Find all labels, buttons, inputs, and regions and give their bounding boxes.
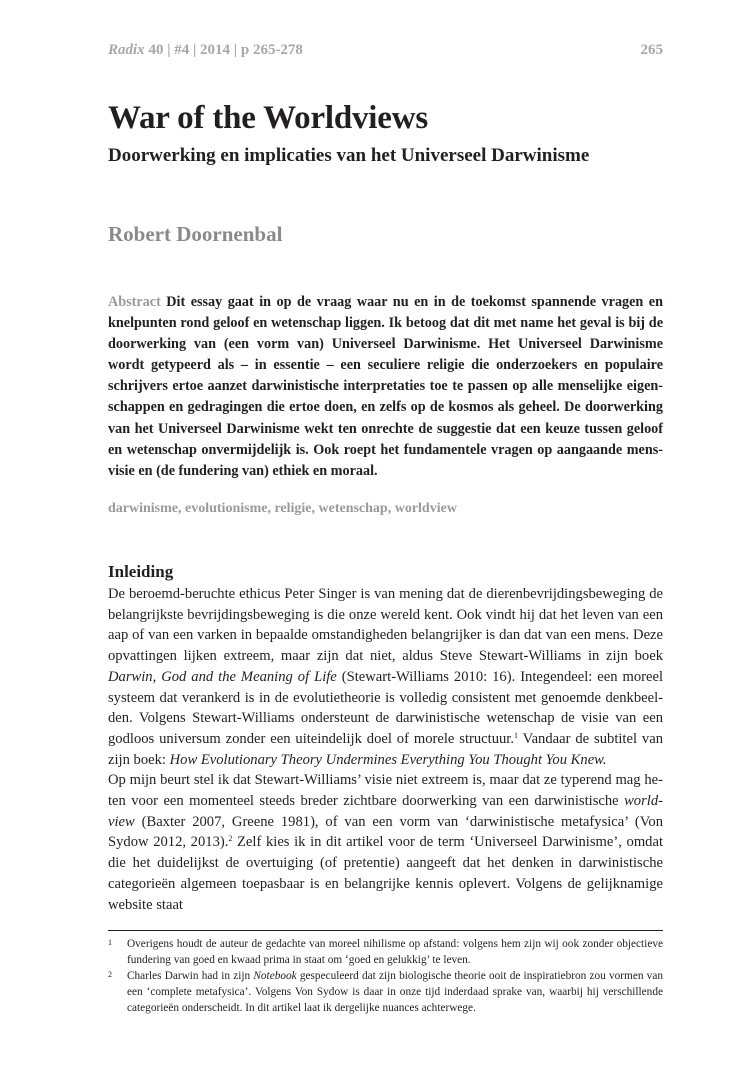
body-text <box>108 584 663 915</box>
article-subtitle: Doorwerking en implicaties van het Universeel Darwinisme <box>108 145 590 166</box>
p1-text-c: Vandaar de subtitel van zijn boek: <box>108 730 663 768</box>
p2-text-b: (Baxter 2007, Greene 1981), of van een vorm van ‘darwinistische metafysica’ (Von Sydow 2012, 2013). <box>108 813 663 851</box>
section-heading: Inleiding <box>108 562 174 581</box>
footnote-ref-2[interactable]: 2 <box>228 834 233 844</box>
p2-text-c: Zelf kies ik in dit artikel voor de term ‘Universeel Darwinisme’, omdat die het duidelijkst de overtuiging (of pretentie) aangeeft dat het denken in darwinistische categorieën algemeen toepasbaar is en belangrijke kennis oplevert. Volgens de gelijknamige website staat <box>108 834 663 913</box>
footnote-1 <box>108 936 663 968</box>
footnote-2 <box>108 968 663 1016</box>
footnote-text-b: gespeculeerd dat zijn biologische theorie ooit de inspiratiebron zou vormen van een ‘complete metafysica’. Volgens Von Sydow is daar in onze tijd inderdaad sprake van, waarbij hij verschillende categorieën onderscheidt. In dit artikel laat ik dergelijke nuances achterwege. <box>127 970 663 1014</box>
footnotes <box>108 936 663 1016</box>
notebook-title: Notebook <box>253 970 297 982</box>
article-title: War of the Worldviews <box>108 100 428 136</box>
abstract-label: Abstract <box>108 294 161 310</box>
book-title-1: Darwin, God and the Meaning of Life <box>108 668 337 685</box>
footnote-number: 1 <box>108 938 112 947</box>
p1-text-a: De beroemd-beruchte ethicus Peter Singer is van mening dat de dierenbevrijdingsbeweging de belangrijkste bevrijdingsbeweging is die onze wereld kent. Ook vindt hij dat het leven van een aap of van een varken in bepaalde omstandigheden belangrijker is dan dat van een mens. Deze opvattingen lijken extreem, maar zijn dat niet, aldus Steve Stewart-Williams in zijn boek <box>108 586 663 665</box>
issue-info: 40 | #4 | 2014 | p 265-278 <box>144 42 303 58</box>
p1-text-b: (Stewart-Williams 2010: 16). Integendeel: een moreel systeem dat verankerd is in de evolutietheorie is volledig consistent met genoemde denkbeelden. Volgens Stewart-Williams ondersteunt de darwinistische wetenschap de visie van een godloos universum zonder een uiteindelijk doel of morele structuur. <box>108 668 663 747</box>
abstract <box>108 292 663 482</box>
page-number: 265 <box>640 42 663 58</box>
worldview-term: worldview <box>108 793 663 830</box>
footnote-ref-1[interactable]: 1 <box>514 730 519 740</box>
paragraph-2 <box>108 770 663 915</box>
abstract-text: Dit essay gaat in op de vraag waar nu en in de toekomst spannende vragen en knelpunten rond geloof en wetenschap liggen. Ik betoog dat dit met name het geval is bij de doorwerking van (een vorm van) Universeel Darwinisme. Het Universeel Darwinisme wordt getypeerd als – in essentie – een seculiere religie die onderzoekers en populaire schrijvers ertoe aanzet darwinistische interpretaties toe te passen op alle menselijke eigenschappen en gedragingen die ertoe doen, en zelfs op de kosmos als geheel. De doorwerking van het Universeel Darwinisme wekt ten onrechte de suggestie dat een keuze tussen geloof en wetenschap onvermijdelijk is. Ook roept het fundamentele vragen op aangaande mensvisie en (de fundering van) ethiek en moraal. <box>108 294 663 479</box>
p2-text-a: Op mijn beurt stel ik dat Stewart-Williams’ visie niet extreem is, maar dat ze typerend mag heten voor een momenteel steeds breder zichtbare doorwerking van een darwinistische <box>108 772 663 810</box>
footnote-number: 2 <box>108 970 112 979</box>
author-name: Robert Doornenbal <box>108 222 283 246</box>
keywords: darwinisme, evolutionisme, religie, wetenschap, worldview <box>108 501 457 516</box>
footnote-divider <box>108 930 663 931</box>
journal-name: Radix <box>108 42 145 58</box>
paragraph-1 <box>108 584 663 770</box>
journal-citation <box>108 42 303 59</box>
book-subtitle: How Evolutionary Theory Undermines Everything You Thought You Knew. <box>169 751 607 768</box>
footnote-text-a: Charles Darwin had in zijn <box>127 970 254 982</box>
footnote-text: Overigens houdt de auteur de gedachte van moreel nihilisme op afstand: volgens hem zijn wij ook zonder objectieve fundering van goed en kwaad prima in staat om ‘goed en gelukkig’ te leven. <box>127 938 663 966</box>
